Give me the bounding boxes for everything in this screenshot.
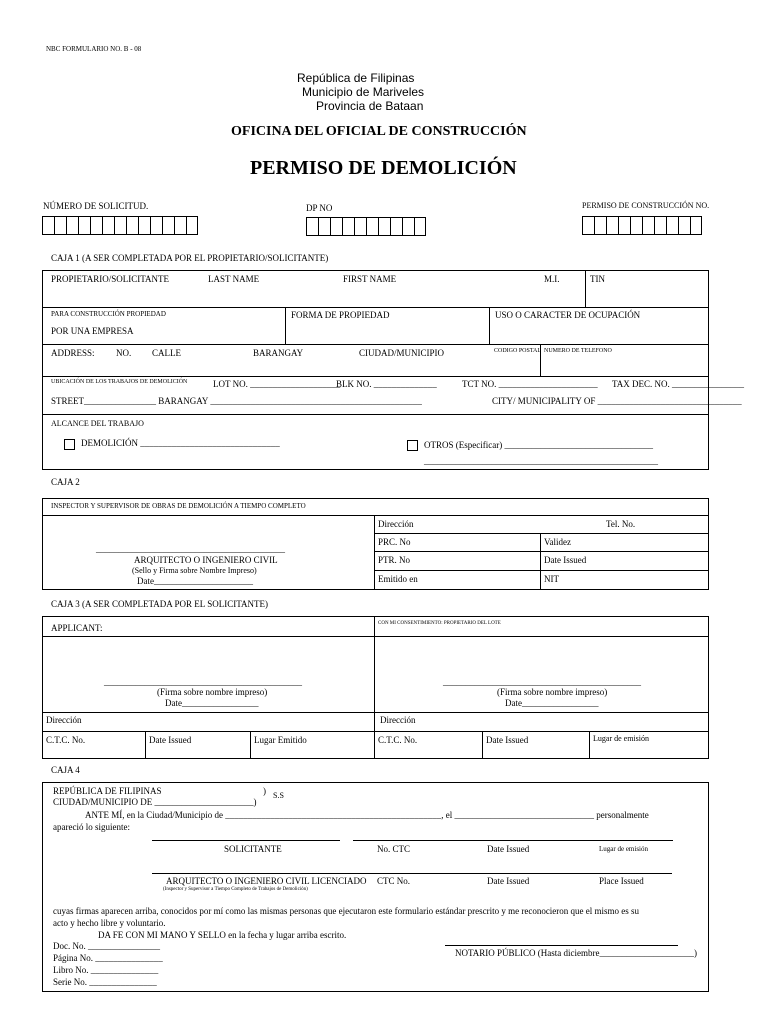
arq-signature-line[interactable]: __________________________________________ [96, 544, 285, 554]
address-label: ADDRESS: [51, 348, 95, 358]
ubicacion-label: UBICACIÓN DE LOS TRABAJOS DE DEMOLICIÓN [51, 379, 188, 385]
demolicion-checkbox[interactable] [64, 439, 75, 450]
caja2-tel: Tel. No. [606, 519, 636, 529]
caja4-lugar-emision: Lugar de emisión [599, 845, 648, 853]
otros-checkbox[interactable] [407, 440, 418, 451]
republica-label: REPÚBLICA DE FILIPINAS [53, 786, 162, 796]
inspector-label: INSPECTOR Y SUPERVISOR DE OBRAS DE DEMOLICIÓN A TIEMPO COMPLETO [51, 502, 306, 510]
ciudad-label: CIUDAD/MUNICIPIO [359, 348, 444, 358]
solicitud-label: NÚMERO DE SOLICITUD. [43, 201, 149, 211]
ciudad-de-field[interactable]: CIUDAD/MUNICIPIO DE ______________________) [53, 797, 257, 807]
alcance-label: ALCANCE DEL TRABAJO [51, 419, 144, 428]
libro-no-field[interactable]: Libro No. _______________ [53, 965, 159, 975]
owner-direccion: Dirección [380, 715, 416, 725]
permiso-label: PERMISO DE CONSTRUCCIÓN NO. [582, 201, 710, 210]
solicitante-label: SOLICITANTE [224, 844, 282, 854]
emitido-label: Emitido en [378, 574, 418, 584]
applicant-ctc: C.T.C. No. [46, 735, 86, 745]
owner-ctc: C.T.C. No. [378, 735, 418, 745]
date-issued-label: Date Issued [544, 555, 587, 565]
consentimiento-label: CON MI CONSENTIMIENTO: PROPIETARIO DEL LOTE [378, 621, 501, 626]
republica-paren: ) [263, 786, 266, 796]
telefono-label: NUMERO DE TELEFONO [544, 348, 612, 354]
office-title: OFICINA DEL OFICIAL DE CONSTRUCCIÓN [231, 124, 527, 139]
caja2-date[interactable]: Date______________________ [137, 576, 253, 586]
cuyas-text-2: acto y hecho libre y voluntario. [53, 918, 166, 928]
page-title: PERMISO DE DEMOLICIÓN [250, 157, 517, 179]
para-construccion-label: PARA CONSTRUCCIÓN PROPIEDAD [51, 310, 166, 318]
sello-label: (Sello y Firma sobre Nombre Impreso) [132, 566, 257, 575]
owner-signature-line[interactable]: ____________________________________________ [443, 677, 641, 687]
barangay-label: BARANGAY [253, 348, 304, 358]
demolicion-label: DEMOLICIÓN _______________________________ [81, 438, 280, 448]
place-issued-label: Place Issued [599, 876, 644, 886]
calle-label: CALLE [152, 348, 181, 358]
tct-field[interactable]: TCT NO. ______________________ [462, 379, 598, 389]
caja3-title: CAJA 3 (A SER COMPLETADA POR EL SOLICITANTE) [51, 599, 268, 609]
dp-label: DP NO [306, 203, 333, 213]
form-code: NBC FORMULARIO NO. B - 08 [46, 45, 142, 53]
otros-line[interactable]: ____________________________________________________ [424, 456, 658, 466]
dafe-text: DA FE CON MI MANO Y SELLO en la fecha y lugar arriba escrito. [98, 930, 347, 940]
otros-label: OTROS (Especificar) _________________________________ [424, 440, 653, 450]
permiso-field[interactable] [582, 216, 702, 235]
validez-label: Validez [544, 537, 571, 547]
nit-label: NIT [544, 574, 559, 584]
notario-field[interactable]: NOTARIO PÚBLICO (Hasta diciembre_____________________) [455, 948, 697, 958]
blk-field[interactable]: BLK NO. ______________ [336, 379, 437, 389]
city-field[interactable]: CITY/ MUNICIPALITY OF ________________________________ [492, 396, 742, 406]
lot-field[interactable]: LOT NO. ____________________ [213, 379, 341, 389]
owner-lugar: Lugar de emisión [593, 734, 649, 743]
ante-field[interactable]: ANTE MÍ, en la Ciudad/Municipio de ________________________________________________, el _______________________________ personalmente [85, 810, 649, 820]
applicant-lugar: Lugar Emitido [254, 735, 307, 745]
owner-firma-label: (Firma sobre nombre impreso) [497, 687, 608, 697]
doc-no-field[interactable]: Doc. No. ________________ [53, 941, 160, 951]
ctc-no-label: CTC No. [377, 876, 411, 886]
forma-label: FORMA DE PROPIEDAD [291, 310, 390, 320]
mi-label: M.I. [544, 274, 560, 284]
no-label: NO. [116, 348, 132, 358]
taxdec-field[interactable]: TAX DEC. NO. ________________ [612, 379, 745, 389]
tin-label: TIN [590, 274, 605, 284]
arquitecto-lic-label: ARQUITECTO O INGENIERO CIVIL LICENCIADO [166, 876, 367, 886]
applicant-direccion: Dirección [46, 715, 82, 725]
serie-no-field[interactable]: Serie No. _______________ [53, 977, 157, 987]
no-ctc-label: No. CTC [377, 844, 411, 854]
ss-label: S.S [273, 791, 284, 800]
caja2-title: CAJA 2 [51, 477, 80, 487]
header-line3: Provincia de Bataan [316, 99, 424, 113]
owner-date-issued: Date Issued [486, 735, 529, 745]
last-name-label: LAST NAME [208, 274, 260, 284]
applicant-date-issued: Date Issued [149, 735, 192, 745]
street-field[interactable]: STREET________________ BARANGAY _______________________________________________ [51, 396, 422, 406]
caja2-direccion: Dirección [378, 519, 414, 529]
first-name-label: FIRST NAME [343, 274, 397, 284]
caja4-title: CAJA 4 [51, 765, 80, 775]
applicant-firma-label: (Firma sobre nombre impreso) [157, 687, 268, 697]
inspector-small-label: (Inspector y Supervisor a Tiempo Completo de Trabajos de Demolición) [163, 887, 308, 892]
prc-label: PRC. No [378, 537, 411, 547]
caja4-date-issued2: Date Issued [487, 876, 530, 886]
arquitecto-label: ARQUITECTO O INGENIERO CIVIL [134, 555, 278, 565]
pagina-no-field[interactable]: Página No. _______________ [53, 953, 163, 963]
owner-date[interactable]: Date_________________ [505, 698, 599, 708]
header-line1: República de Filipinas [297, 71, 415, 85]
aparecio-label: apareció lo siguiente: [53, 822, 130, 832]
uso-label: USO O CARACTER DE OCUPACIÓN [495, 310, 641, 320]
solicitud-field[interactable] [42, 216, 198, 235]
applicant-signature-line[interactable]: ____________________________________________ [104, 677, 302, 687]
cuyas-text-1: cuyas firmas aparecen arriba, conocidos por mí como las mismas personas que ejecutaron este formulario estándar prescrito y me reconocieron que el mismo es su [53, 906, 640, 916]
ptr-label: PTR. No [378, 555, 411, 565]
dp-field[interactable] [306, 217, 426, 236]
propietario-label: PROPIETARIO/SOLICITANTE [51, 274, 170, 284]
header-line2: Municipio de Mariveles [302, 85, 425, 99]
applicant-label: APPLICANT: [51, 623, 103, 633]
caja4-date-issued: Date Issued [487, 844, 530, 854]
caja1-title: CAJA 1 (A SER COMPLETADA POR EL PROPIETARIO/SOLICITANTE) [51, 253, 329, 263]
applicant-date[interactable]: Date_________________ [165, 698, 259, 708]
codigo-postal-label: CODIGO POSTAL [494, 348, 542, 354]
por-empresa-label: POR UNA EMPRESA [51, 326, 134, 336]
